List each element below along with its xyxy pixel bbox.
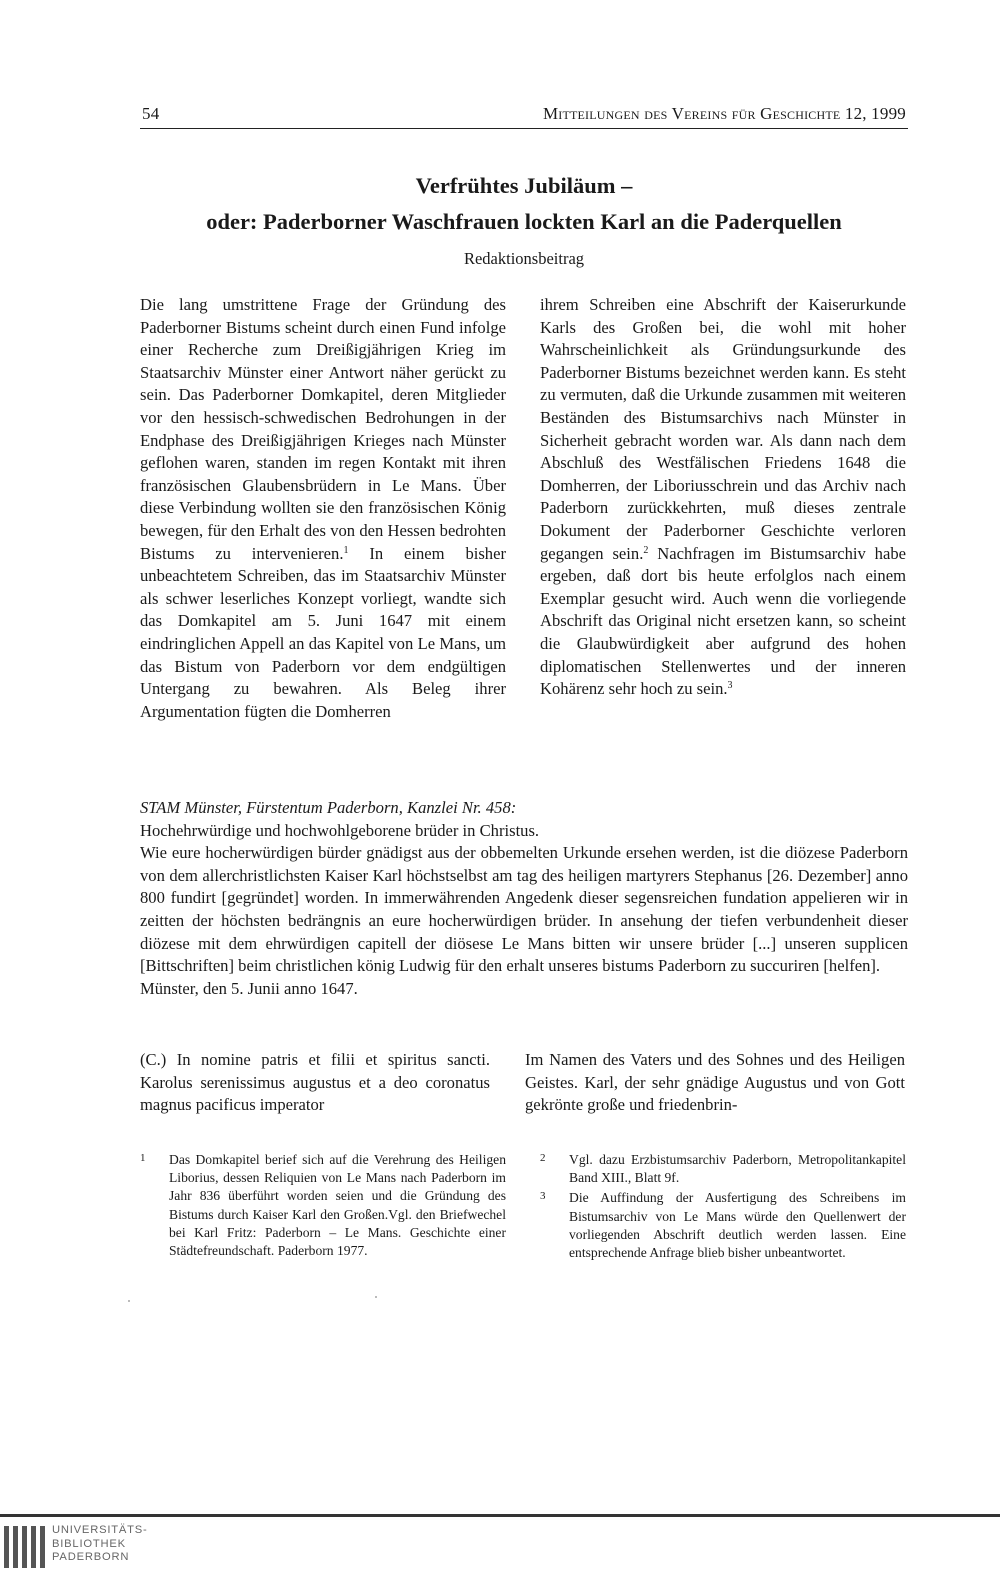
library-footer	[0, 1514, 1000, 1572]
page-number: 54	[142, 104, 160, 123]
body-paragraph-left	[140, 294, 506, 723]
footnotes-left	[140, 1151, 506, 1262]
quote-salutation: Hochehrwürdige und hochwohlgeborene brüder in Christus.	[140, 820, 540, 840]
footnote	[540, 1151, 906, 1187]
article-title-line2: oder: Paderborner Waschfrauen lockten Karl an die Paderquellen	[206, 209, 842, 234]
quote-text: Wie eure hocherwürdigen bürder gnädigst aus der obbemelten Urkunde ersehen werden, ist die diözese Paderborn von dem allerchristlichsten Kaiser Karl höchstselbst am tag des heiligen martyrers Stephanus [26. Dezember] anno 800 fundirt [gegründet] worden. In immerwährenden Angedenk dieser segensreichen fundation appelieren wir in zeitten der höchsten bedrängnis an eure hocherwürdigen brüder. In ansehung der tiefen verbundenheit dieser diözese mit dem ehrwürdigen capitell der diösese Le Mans bitten wir unsere brüder [...] unseren supplicen [Bittschriften] beim christlichen könig Ludwig für den erhalt unseres bistums Paderborn zu succuriren [helfen].	[140, 843, 908, 976]
footnote-number: 1	[140, 1152, 146, 1164]
footnote-ref-1[interactable]: 1	[343, 544, 349, 556]
library-name-line1: UNIVERSITÄTS-	[52, 1524, 148, 1536]
body-text-right-1: ihrem Schreiben eine Abschrift der Kaiserurkunde Karls des Großen bei, die wohl mit hoher Wahrscheinlichkeit als Gründungsurkunde des Paderborner Bistums bezeichnet werden kann. Es steht zu vermuten, daß die Urkunde zusammen mit weiteren Beständen des Bistumsarchivs nach Münster in Sicherheit gebracht worden war. Als dann nach dem Abschluß des Westfälischen Friedens 1648 die Domherren, der Liboriusschrein und das Archiv nach Paderborn zurückkehrten, muß dieses zentrale Dokument der Paderborner Geschichte verloren gegangen sein.	[540, 295, 906, 563]
charter-latin	[140, 1049, 490, 1117]
charter-german-text: Im Namen des Vaters und des Sohnes und des Heiligen Geistes. Karl, der sehr gnädige Augustus und von Gott gekrönte große und friedenbrin-	[525, 1050, 905, 1115]
footnote	[540, 1189, 906, 1262]
scan-speck	[128, 1300, 130, 1302]
running-head	[140, 100, 908, 129]
footer-rule	[0, 1514, 1000, 1517]
charter-german	[525, 1049, 905, 1117]
article-title-line1: Verfrühtes Jubiläum –	[415, 173, 633, 198]
footnotes-right	[540, 1151, 906, 1264]
body-text-left-2: In einem bisher unbeachtetem Schreiben, das im Staatsarchiv Münster als schwer leserliches Konzept vorliegt, wandte sich das Domkapitel am 5. Juni 1647 mit einem eindringlichen Appell an das Kapitel von Le Mans, um das Bistum von Paderborn vor dem endgültigen Untergang zu bewahren. Als Beleg ihrer Argumentation fügten die Domherren	[140, 543, 506, 721]
charter-latin-text: (C.) In nomine patris et filii et spiritus sancti. Karolus serenissimus augustus et a deo coronatus magnus pacificus imperator	[140, 1050, 490, 1115]
body-paragraph-right	[540, 294, 906, 701]
footnote-number: 3	[540, 1190, 546, 1203]
footnote-ref-2[interactable]: 2	[643, 544, 649, 556]
quote-source: STAM Münster, Fürstentum Paderborn, Kanzlei Nr. 458:	[140, 798, 517, 817]
article-subtitle: Redaktionsbeitrag	[463, 249, 585, 268]
body-column-right	[540, 294, 906, 701]
footnote-number: 2	[540, 1152, 546, 1164]
body-text-right-2: Nachfragen im Bistumsarchiv habe ergeben, daß dort bis heute erfolglos nach einem Exemplar gesucht wird. Auch wenn die vorliegende Abschrift das Original nicht ersetzen kann, so scheint die Glaubwürdigkeit aber aufgrund des hohen diplomatischen Stellenwertes und der inneren Kohärenz sehr hoch zu sein.	[540, 543, 906, 699]
library-name	[52, 1524, 148, 1565]
scan-speck	[375, 1296, 377, 1298]
library-name-line2: BIBLIOTHEK	[52, 1537, 126, 1550]
quote-closing: Münster, den 5. Junii anno 1647.	[140, 978, 358, 998]
footnote	[140, 1151, 506, 1260]
journal-title: Mitteilungen des Vereins für Geschichte 12, 1999	[542, 104, 906, 123]
library-logo-block	[0, 1518, 600, 1572]
body-column-left	[140, 294, 506, 723]
footnote-ref-3[interactable]: 3	[727, 680, 733, 692]
footnote-text: Vgl. dazu Erzbistumsarchiv Paderborn, Metropolitankapitel Band XIII., Blatt 9f.	[569, 1152, 906, 1186]
body-text-left-1: Die lang umstrittene Frage der Gründung des Paderborner Bistums scheint durch einen Fund infolge einer Recherche zum Dreißigjährigen Krieg im Staatsarchiv Münster einer Antwort näher gerückt zu sein. Das Paderborner Domkapitel, deren Mitglieder vor den hessisch-schwedischen Bedrohungen in der Endphase des Dreißigjährigen Krieges nach Münster geflohen waren, standen im regen Kontakt mit ihren französischen Glaubensbrüdern in Le Mans. Über diese Verbindung wollten sie den französischen König bewegen, für den Erhalt des von den Hessen bedrohten Bistums zu intervenieren.	[140, 295, 506, 563]
archival-quote	[140, 797, 908, 1000]
library-name-line3: PADERBORN	[52, 1551, 130, 1563]
library-logo-icon	[4, 1526, 48, 1568]
footnote-text: Das Domkapitel berief sich auf die Verehrung des Heiligen Liborius, dessen Reliquien von Le Mans nach Paderborn im Jahr 836 überführt worden seien und die Gründung des Bistums durch Kaiser Karl den Großen.Vgl. den Briefwechel bei Karl Fritz: Paderborn – Le Mans. Geschichte einer Städtefreundschaft. Paderborn 1977.	[169, 1152, 506, 1259]
footnote-text: Die Auffindung der Ausfertigung des Schreibens im Bistumsarchiv von Le Mans würde den Quellenwert der vorliegenden Abschrift deutlich werden lassen. Eine entsprechende Anfrage blieb bisher unbeantwortet.	[569, 1190, 906, 1261]
